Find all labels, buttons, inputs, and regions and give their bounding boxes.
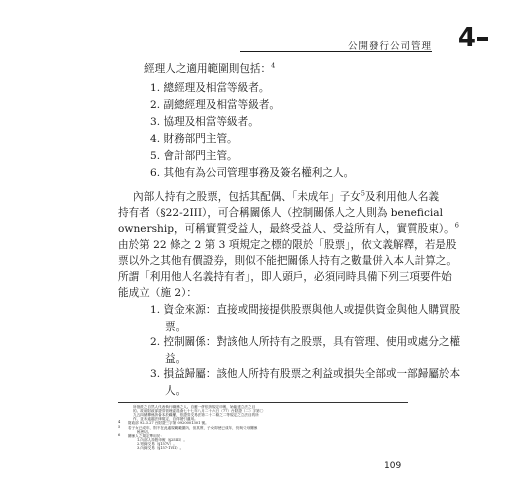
footnote-ref-5: 5 [360,189,365,198]
list-item: 6. 其他有為公司管理事務及簽名權利之人。 [150,167,355,179]
requirement-item-cont: 人。 [165,385,187,397]
paragraph-text: 及利用他人名義 [364,191,440,203]
paragraph-line: 能成立（施 2）： [118,287,197,299]
paragraph-line: 票以外之其他有價證券，則似不能把關係人持有之數量併入本人計算之。 [118,255,457,267]
footnote-line: 2.短線交易（§157V）。 [137,441,177,446]
chapter-dash [477,37,488,41]
footnote-line: 的。故前財政部證券管理委員會七十七年八月二十六日（77）台財證（二）字第〇 [133,409,264,414]
footnote-line: 極密切。 [137,429,152,434]
page-number: 109 [384,461,402,471]
paragraph-line: 由於第 22 條之 2 第 3 項規定之標的限於「股票」，依文義解釋，若是股 [118,239,457,251]
running-title: 公開發行公司管理 [347,41,432,52]
paragraph-line: 所謂「利用他人名義持有者」，即人頭戶，必須同時具備下列三項要件始 [118,271,452,283]
footnote-ref-6: 6 [454,221,459,230]
chapter-number: 4 [457,23,476,53]
requirement-item-cont: 益。 [165,353,187,365]
paragraph-text: 內部人持有之股票，包括其配偶、「未成年」子女 [133,191,361,203]
footnote-line: 1.內部人持股申報（§25III）。 [137,437,187,442]
header-rule [240,51,432,52]
list-item: 2. 副總經理及相當等級者。 [150,99,281,111]
footnote-line: 關係人之規定準用於： [128,433,164,438]
requirement-item: 1. 資金來源：直接或間接提供股票與他人或提供資金與他人購買股 [150,304,461,316]
footnote-line: 所指派之自然人代表執行職務之人。自應一併依該規定申報，始能達立法之目 [133,405,256,409]
footnote-line: 作，並未逾越法律規定，自得援引適用。 [133,417,198,422]
requirement-item: 2. 控制關係：對該他人所持有之股票，具有管理、使用或處分之權 [150,336,461,348]
list-item: 1. 總經理及相當等級者。 [150,82,270,94]
intro-text: 經理人之適用範圍則包括： [144,63,272,75]
requirement-item-cont: 票。 [165,321,187,333]
paragraph-text: ownership，可稱實質受益人，最終受益人、受益所有人，實質股東）。 [118,223,455,235]
intro-line [144,60,275,78]
requirement-item: 3. 損益歸屬：該他人所持有股票之利益或損失全部或一部歸屬於本 [150,368,461,380]
running-header [240,23,490,54]
paragraph-line: 持有者（§22-2III），可合稱關係人（控制關係人之人則為 beneficial [118,207,444,219]
footnote-line: 若子女已成年，則不在此處規範範圍內，但其實，子女即使已成年，仍與父母關係 [128,425,258,430]
footnote-line: 財政部 92.3.27 台財證三字第 0920001301 號。 [128,421,209,426]
footnote-line: 九五四號釋係該會本於職權，依證券交易法第二十二條之二等規定之立法目的所 [133,413,259,418]
footnote-number: 6 [118,432,121,437]
footnote-ref-4: 4 [271,61,276,70]
list-item: 3. 協理及相當等級者。 [150,116,259,128]
footnote-number: 5 [118,424,121,429]
list-item: 4. 財務部門主管。 [150,133,238,145]
list-item: 5. 會計部門主管。 [150,150,238,162]
footnote-number: 4 [118,420,121,425]
footnote-line: 3.內線交易（§157-1VII）。 [137,446,184,450]
